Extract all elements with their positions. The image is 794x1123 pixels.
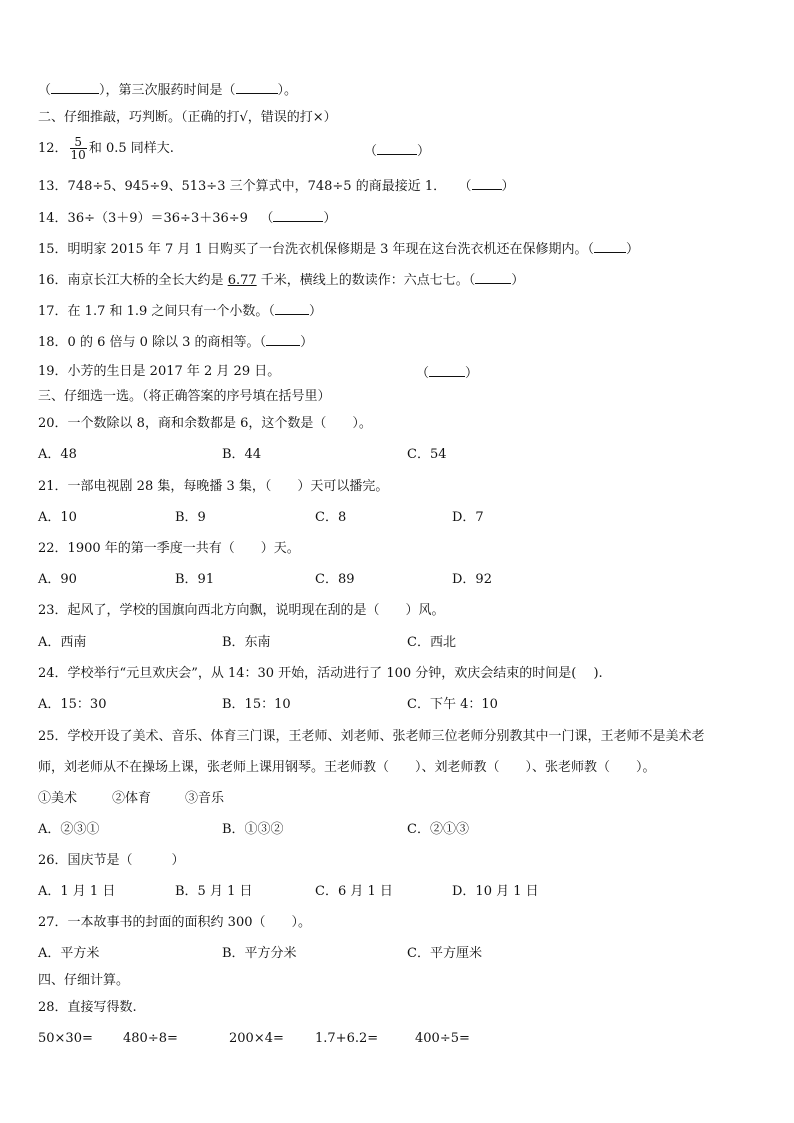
question-text: 14．36÷（3＋9）＝36÷3＋36÷9 [38, 211, 248, 226]
option-b[interactable]: B．44 [222, 447, 262, 462]
question-28: 28．直接写得数. [38, 1000, 137, 1015]
option-b[interactable]: B．9 [175, 510, 206, 525]
paren-close: ） [511, 273, 525, 288]
paren-open: （ [416, 366, 430, 381]
question-16 [38, 271, 524, 289]
option-b[interactable]: B．5 月 1 日 [175, 884, 253, 899]
option-d[interactable]: D．92 [452, 572, 492, 587]
question-14 [38, 209, 336, 227]
option-b[interactable]: B．东南 [222, 635, 271, 650]
paren-close: ） [417, 144, 431, 159]
paren-open: （ [587, 242, 595, 257]
paren-open: （ [468, 273, 476, 288]
paren-open: （ [268, 304, 275, 319]
item-2: ②体育 [112, 791, 152, 806]
option-b[interactable]: B．91 [175, 572, 215, 587]
paren-close: ） [308, 304, 322, 319]
question-text: 19．小芳的生日是 2017 年 2 月 29 日。 [38, 364, 281, 379]
option-c[interactable]: C．89 [315, 572, 355, 587]
option-c[interactable]: C．6 月 1 日 [315, 884, 393, 899]
paren-close: ） [323, 211, 337, 226]
option-a[interactable]: A．②③① [38, 822, 100, 837]
option-b[interactable]: B．平方分米 [222, 946, 297, 961]
paren-open: （ [260, 211, 274, 226]
paren-close: ） [626, 242, 640, 257]
question-21: 21．一部电视剧 28 集，每晚播 3 集，（ ）天可以播完。 [38, 479, 389, 494]
paren-close: ）。 [277, 83, 298, 98]
answer-blank[interactable] [472, 177, 502, 190]
paren-open: （ [38, 83, 52, 98]
answer-blank[interactable] [594, 240, 626, 253]
question-25-line-2: 师，刘老师从不在操场上课，张老师上课用钢琴。王老师教（ ）、刘老师教（ ）、张老师教（ ）。 [38, 760, 656, 775]
question-text: 千米，横线上的数读作：六点七七。 [256, 273, 469, 288]
question-27: 27．一本故事书的封面的面积约 300（ ）。 [38, 915, 311, 930]
paren-close: ） [465, 366, 479, 381]
underlined-number: 6.77 [227, 273, 257, 288]
answer-blank[interactable] [266, 333, 300, 346]
question-18 [38, 333, 313, 351]
question-text: 16．南京长江大桥的全长大约是 [38, 273, 228, 288]
answer-paren-19 [416, 364, 478, 382]
question-text: 18．0 的 6 倍与 0 除以 3 的商相等。 [38, 335, 260, 350]
section-2-title: 二、仔细推敲，巧判断。（正确的打√，错误的打×） [38, 110, 337, 125]
question-26: 26．国庆节是（ ） [38, 853, 185, 868]
calc-item: 1.7+6.2= [315, 1031, 379, 1046]
answer-blank[interactable] [475, 271, 511, 284]
option-c[interactable]: C．西北 [407, 635, 456, 650]
option-b[interactable]: B．15：10 [222, 697, 291, 712]
question-23: 23．起风了，学校的国旗向西北方向飘，说明现在刮的是（ ）风。 [38, 603, 445, 618]
question-number: 12． [38, 141, 68, 156]
question-text: 和 0.5 同样大. [88, 141, 174, 156]
question-text: 17．在 1.7 和 1.9 之间只有一个小数。 [38, 304, 269, 319]
answer-blank[interactable] [273, 209, 323, 222]
answer-paren-12 [364, 142, 430, 160]
paren-open: （ [458, 179, 472, 194]
question-12 [38, 134, 174, 164]
answer-blank[interactable] [275, 302, 309, 315]
calc-item: 200×4= [229, 1031, 284, 1046]
answer-blank[interactable] [377, 142, 417, 155]
question-15 [38, 240, 639, 258]
option-c[interactable]: C．54 [407, 447, 447, 462]
fraction-numerator: 5 [74, 135, 82, 149]
question-22: 22．1900 年的第一季度一共有（ ）天。 [38, 541, 300, 556]
question-text: 13．748÷5、945÷9、513÷3 三个算式中，748÷5 的商最接近 1． [38, 179, 447, 194]
paren-close: ） [300, 335, 314, 350]
option-a[interactable]: A．1 月 1 日 [38, 884, 116, 899]
option-a[interactable]: A．平方米 [38, 946, 100, 961]
option-a[interactable]: A．90 [38, 572, 77, 587]
question-17 [38, 302, 322, 320]
option-c[interactable]: C．②①③ [407, 822, 469, 837]
question-24: 24．学校举行“元旦欢庆会”，从 14：30 开始，活动进行了 100 分钟，欢庆会结束的时间是( ). [38, 666, 603, 681]
option-b[interactable]: B．①③② [222, 822, 284, 837]
fraction-denominator: 10 [70, 148, 86, 162]
item-1: ①美术 [38, 791, 78, 806]
option-d[interactable]: D．7 [452, 510, 484, 525]
option-d[interactable]: D．10 月 1 日 [452, 884, 539, 899]
option-c[interactable]: C．8 [315, 510, 347, 525]
paren-open: （ [259, 335, 267, 350]
calc-item: 480÷8= [123, 1031, 178, 1046]
question-20: 20．一个数除以 8，商和余数都是 6，这个数是（ ）。 [38, 416, 372, 431]
answer-blank[interactable] [51, 81, 99, 94]
option-a[interactable]: A．48 [38, 447, 77, 462]
answer-blank[interactable] [429, 364, 465, 377]
option-c[interactable]: C．下午 4：10 [407, 697, 498, 712]
section-4-title: 四、仔细计算。 [38, 973, 130, 988]
answer-blank[interactable] [236, 81, 278, 94]
top-line [38, 81, 297, 99]
question-13 [38, 177, 515, 195]
paren-open: （ [364, 144, 378, 159]
paren-close: ） [501, 179, 515, 194]
question-19 [38, 364, 280, 380]
option-a[interactable]: A．15：30 [38, 697, 107, 712]
option-a[interactable]: A．西南 [38, 635, 87, 650]
item-3: ③音乐 [185, 791, 225, 806]
calc-item: 50×30= [38, 1031, 93, 1046]
fraction [70, 136, 87, 161]
option-a[interactable]: A．10 [38, 510, 77, 525]
calc-item: 400÷5= [415, 1031, 470, 1046]
option-c[interactable]: C．平方厘米 [407, 946, 482, 961]
question-text: 15．明明家 2015 年 7 月 1 日购买了一台洗衣机保修期是 3 年现在这台洗衣机还在保修期内。 [38, 242, 588, 257]
section-3-title: 三、仔细选一选。（将正确答案的序号填在括号里） [38, 389, 331, 404]
question-25-line-1: 25．学校开设了美术、音乐、体育三门课，王老师、刘老师、张老师三位老师分别教其中一门课，王老师不是美术老 [38, 729, 705, 744]
top-line-text: ），第三次服药时间是（ [99, 83, 236, 98]
